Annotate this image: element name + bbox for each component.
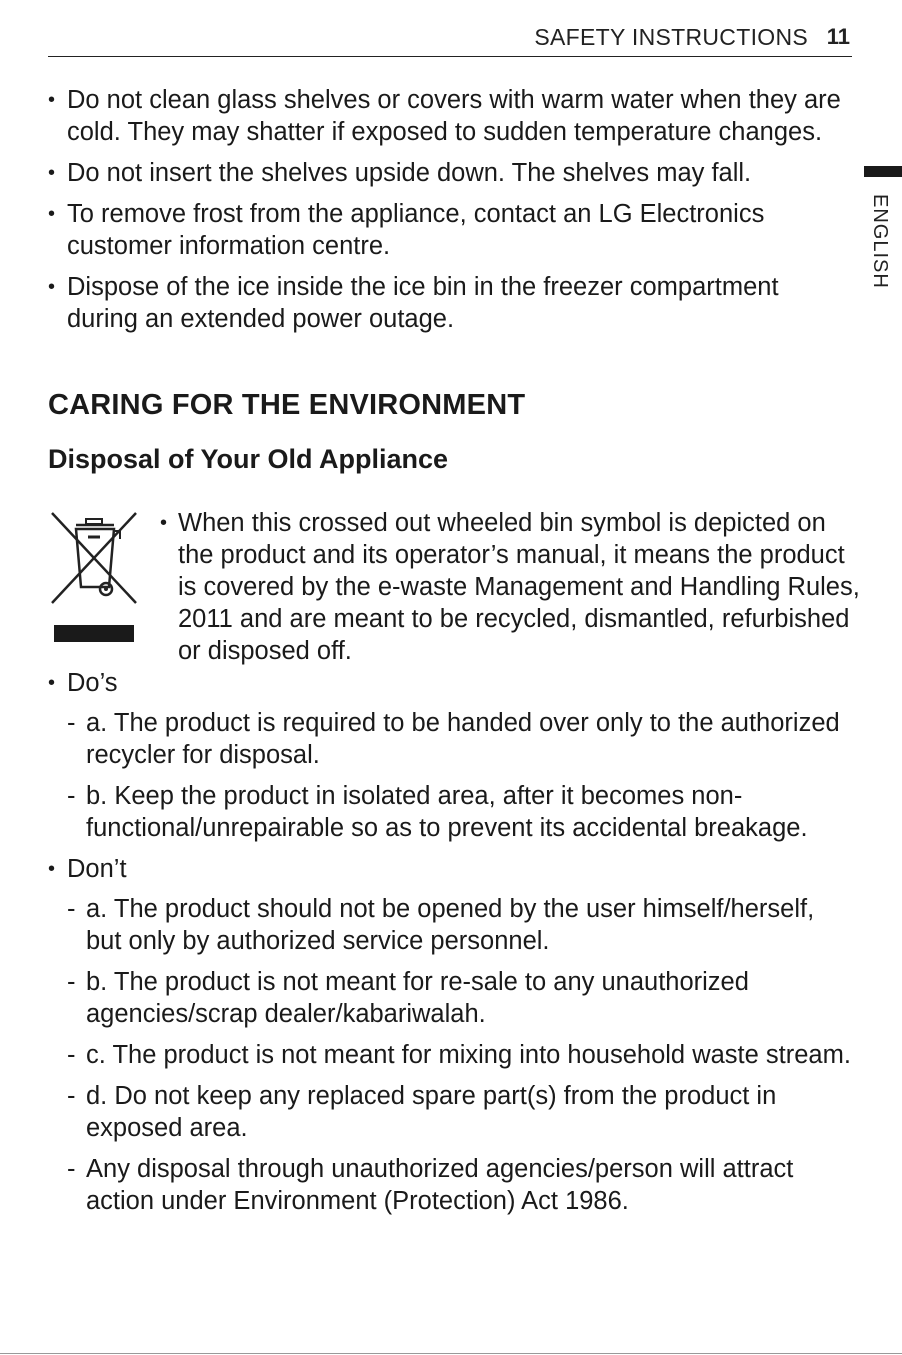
subsection-title: Disposal of Your Old Appliance	[48, 444, 449, 474]
page-header	[48, 20, 852, 57]
donts-heading	[48, 853, 852, 1217]
list-item: - a. The product should not be opened by the user himself/herself, but only by authorized service personnel.	[67, 893, 852, 957]
donts-label: Don’t	[67, 855, 127, 883]
list-item: • Do not insert the shelves upside down. The shelves may fall.	[48, 157, 852, 189]
language-side-label: ENGLISH	[869, 194, 891, 289]
list-item: • Dispose of the ice inside the ice bin in the freezer compartment during an extended power outage.	[48, 271, 852, 335]
dos-label: Do’s	[67, 669, 118, 697]
section-title: CARING FOR THE ENVIRONMENT	[48, 389, 526, 421]
list-item: • To remove frost from the appliance, contact an LG Electronics customer information centre.	[48, 198, 852, 262]
list-item: - Any disposal through unauthorized agencies/person will attract action under Environment (Protection) Act 1986.	[67, 1153, 852, 1217]
page-content	[48, 84, 860, 1226]
header-title: SAFETY INSTRUCTIONS	[534, 24, 808, 50]
dos-list	[48, 667, 852, 1217]
list-item: • Do not clean glass shelves or covers with warm water when they are cold. They may shatter if exposed to sudden temperature changes.	[48, 84, 852, 148]
crossed-out-wheeled-bin-icon	[48, 507, 140, 647]
list-item: - c. The product is not meant for mixing into household waste stream.	[67, 1039, 852, 1071]
page-number: 11	[826, 24, 850, 49]
dos-items	[67, 707, 852, 844]
dos-heading	[48, 667, 852, 844]
donts-items	[67, 893, 852, 1217]
bottom-rule	[0, 1353, 902, 1354]
list-item: - a. The product is required to be handed over only to the authorized recycler for disposal.	[67, 707, 852, 771]
list-item: - d. Do not keep any replaced spare part(s) from the product in exposed area.	[67, 1080, 852, 1144]
list-item: - b. The product is not meant for re-sale to any unauthorized agencies/scrap dealer/kabariwalah.	[67, 966, 852, 1030]
weee-text: • When this crossed out wheeled bin symbol is depicted on the product and its operator’s manual, it means the product is covered by the e-waste Management and Handling Rules, 2011 and are meant to be recycled, dismantled, refurbished or disposed off.	[160, 507, 868, 667]
list-item: - b. Keep the product in isolated area, after it becomes non-functional/unrepairable so as to prevent its accidental breakage.	[67, 780, 852, 844]
side-tab-marker	[864, 166, 902, 177]
safety-bullet-list	[48, 84, 852, 335]
weee-notice	[48, 507, 860, 667]
